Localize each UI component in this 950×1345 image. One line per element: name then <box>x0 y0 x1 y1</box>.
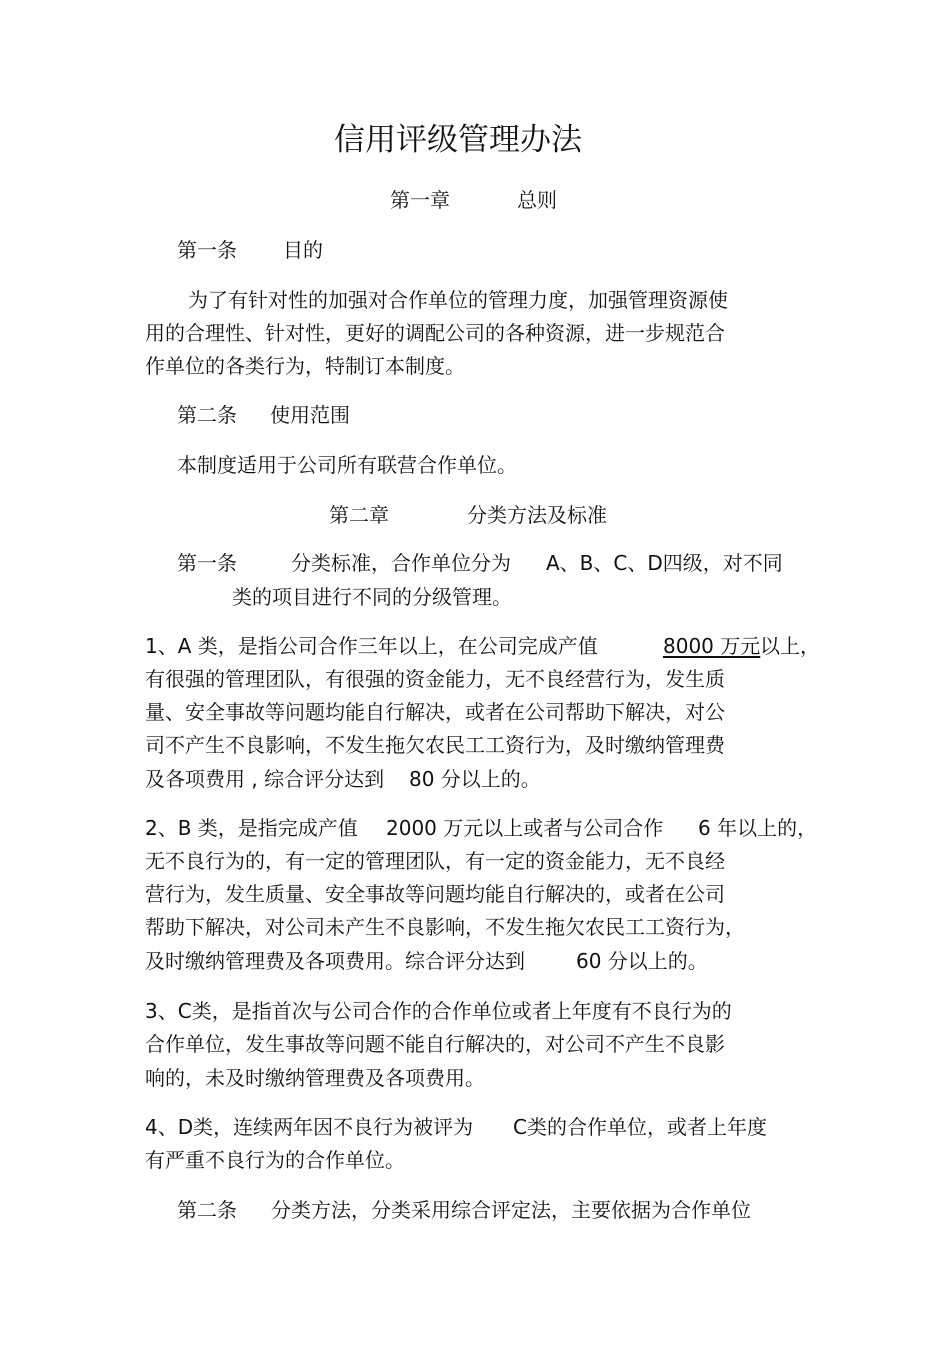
item-a-line: 司不产生不良影响，不发生拖欠农民工工资行为，及时缴纳管理费 <box>145 733 725 757</box>
item-b-line: 营行为，发生质量、安全事故等问题均能自行解决的，或者在公司 <box>145 882 725 906</box>
item-b-line: 60 分以上的。 <box>576 949 708 973</box>
paragraph-purpose-line: 用的合理性、针对性，更好的调配公司的各种资源，进一步规范合 <box>145 321 725 345</box>
item-a-line: 量、安全事故等问题均能自行解决，或者在公司帮助下解决，对公 <box>145 700 725 724</box>
item-a-line: 及各项费用 , 综合评分达到 <box>145 767 385 791</box>
item-b-line: 6 年以上的， <box>698 816 818 840</box>
chapter-1-name: 总则 <box>517 188 557 212</box>
chapter-2-label: 第二章 <box>329 503 389 527</box>
paragraph-purpose-line: 为了有针对性的加强对合作单位的管理力度，加强管理资源使 <box>188 288 728 312</box>
article-2-label: 第二条 <box>177 403 237 427</box>
article-1-label: 第一条 <box>177 238 237 262</box>
section-1-line-2: 类的项目进行不同的分级管理。 <box>232 585 512 609</box>
item-a-amount: 8000 万元 <box>663 634 761 658</box>
item-b-line: 2000 万元以上或者与公司合作 <box>386 816 664 840</box>
item-a-line: 有很强的管理团队，有很强的资金能力，无不良经营行为，发生质 <box>145 667 725 691</box>
article-2-name: 使用范围 <box>270 403 350 427</box>
article-1-name: 目的 <box>283 238 323 262</box>
item-c-line: 合作单位，发生事故等问题不能自行解决的，对公司不产生不良影 <box>145 1032 725 1056</box>
document-title: 信用评级管理办法 <box>334 122 582 158</box>
item-b-line: 无不良行为的，有一定的管理团队，有一定的资金能力，无不良经 <box>145 849 725 873</box>
chapter-2-name: 分类方法及标准 <box>467 503 607 527</box>
item-c-line: 3、C类，是指首次与公司合作的合作单位或者上年度有不良行为的 <box>145 999 732 1023</box>
item-a-line: 80 分以上的。 <box>409 767 541 791</box>
item-b-line: 帮助下解决，对公司未产生不良影响，不发生拖欠农民工工资行为， <box>145 915 745 939</box>
item-c-line: 响的，未及时缴纳管理费及各项费用。 <box>145 1066 485 1090</box>
paragraph-scope: 本制度适用于公司所有联营合作单位。 <box>177 453 517 477</box>
item-b-line: 及时缴纳管理费及各项费用。综合评分达到 <box>145 949 525 973</box>
paragraph-purpose-line: 作单位的各类行为，特制订本制度。 <box>145 354 465 378</box>
item-d-line: C类的合作单位，或者上年度 <box>513 1115 767 1139</box>
chapter-1-label: 第一章 <box>390 188 450 212</box>
item-d-line: 有严重不良行为的合作单位。 <box>145 1148 405 1172</box>
section-1-classes: A、B、C、D四级，对不同 <box>546 551 783 575</box>
section-1-label: 第一条 <box>177 551 237 575</box>
item-b-line: 2、B 类，是指完成产值 <box>145 816 358 840</box>
item-d-line: 4、D类，连续两年因不良行为被评为 <box>145 1115 474 1139</box>
section-1-text: 分类标准，合作单位分为 <box>291 551 511 575</box>
section-2-label: 第二条 <box>177 1198 237 1222</box>
item-a-line: 1、A 类，是指公司合作三年以上，在公司完成产值 <box>145 634 598 658</box>
section-2-text: 分类方法，分类采用综合评定法，主要依据为合作单位 <box>271 1198 751 1222</box>
item-a-line: 以上， <box>760 634 820 658</box>
